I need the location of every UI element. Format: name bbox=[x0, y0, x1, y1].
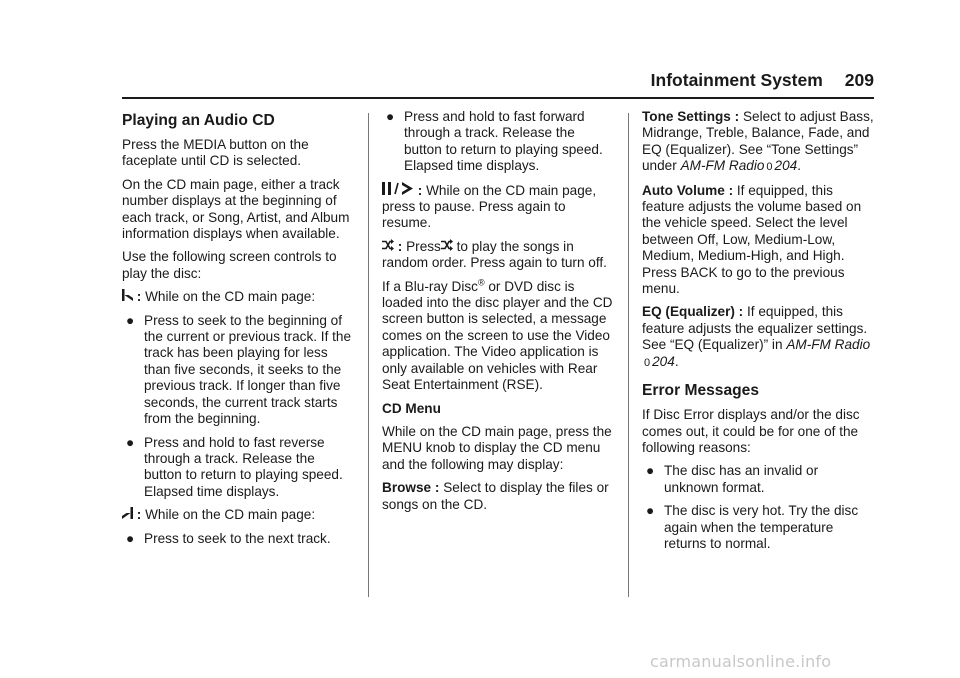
list-item bbox=[642, 463, 876, 496]
list-item bbox=[382, 109, 616, 175]
colon: : bbox=[136, 507, 142, 523]
page-header bbox=[598, 70, 874, 94]
shuffle-icon bbox=[441, 239, 453, 255]
section-heading: Error Messages bbox=[642, 382, 760, 400]
page-number: 209 bbox=[844, 70, 874, 90]
column-2 bbox=[382, 109, 616, 520]
control-text: Press bbox=[406, 238, 441, 254]
list-item-text: Press to seek to the next track. bbox=[144, 530, 331, 546]
entry-label: EQ (Equalizer) : bbox=[642, 304, 744, 320]
previous-track-icon bbox=[122, 289, 133, 305]
list-item-text: Press and hold to fast reverse through a track. Release the button to return to playing speed. Elapsed time displays. bbox=[144, 434, 343, 499]
registered-mark: ® bbox=[477, 277, 485, 288]
page-ref-arrow: 0 bbox=[766, 161, 773, 174]
control-entry-shuffle bbox=[382, 239, 616, 272]
entry-label: Tone Settings : bbox=[642, 109, 740, 124]
list-item-text: The disc is very hot. Try the disc again when the temperature returns to normal. bbox=[664, 503, 859, 551]
period: . bbox=[674, 353, 679, 369]
subheading: CD Menu bbox=[382, 400, 441, 416]
menu-entry-tone bbox=[642, 109, 876, 176]
entry-text: If equipped, this feature adjusts the volume based on the vehicle speed. Select the level between Off, Low, Medium-Low, Medium, Medium-High, and High. Press BACK to go to the previous menu. bbox=[642, 182, 862, 297]
entry-text: Select to display the files or songs on the CD. bbox=[382, 480, 609, 512]
control-text: While on the CD main page, press to pause. Press again to resume. bbox=[382, 182, 597, 231]
entry-text: If equipped, this feature adjusts the equalizer settings. See “EQ (Equalizer)” in bbox=[642, 304, 868, 353]
entry-label: Auto Volume : bbox=[642, 182, 734, 198]
bullet: ● bbox=[126, 434, 135, 450]
paragraph bbox=[382, 279, 616, 394]
entry-text: Select to adjust Bass, Midrange, Treble, Balance, Fade, and EQ (Equalizer). See “Tone Settings” under bbox=[642, 109, 874, 174]
bullet: ● bbox=[646, 503, 655, 519]
colon: : bbox=[397, 238, 403, 254]
paragraph: If Disc Error displays and/or the disc comes out, it could be for one of the following reasons: bbox=[642, 407, 860, 455]
section-heading: Playing an Audio CD bbox=[122, 112, 275, 129]
menu-entry-browse bbox=[382, 480, 616, 513]
control-entry-pause-play bbox=[382, 182, 616, 232]
column-divider bbox=[368, 113, 369, 597]
page-reference: 204 bbox=[774, 158, 798, 174]
column-3 bbox=[642, 109, 876, 559]
text-run: or DVD disc is loaded into the disc player and the CD screen button is selected, a message comes on the screen to use the Video application. The Video application is only available on vehicles with Rear Seat Entertainment (RSE). bbox=[382, 278, 613, 393]
list-item-text: Press and hold to fast forward through a track. Release the button to return to playing speed. Elapsed time displays. bbox=[404, 109, 603, 174]
section-title: Infotainment System bbox=[650, 70, 823, 90]
paragraph: On the CD main page, either a track number displays at the beginning of each track, or Song, Artist, and Album information displays when available. bbox=[122, 176, 350, 242]
column-divider bbox=[628, 113, 629, 597]
paragraph: Press the MEDIA button on the faceplate until CD is selected. bbox=[122, 137, 309, 169]
paragraph: While on the CD main page, press the MENU knob to display the CD menu and the following may display: bbox=[382, 423, 612, 472]
list-item-text: Press to seek to the beginning of the current or previous track. If the track has been playing for less than five seconds, it seeks to the previous track. If longer than five seconds, the current track starts from the beginning. bbox=[144, 312, 352, 427]
control-text: to play the songs in random order. Press again to turn off. bbox=[382, 238, 607, 271]
pause-play-icon bbox=[382, 182, 414, 199]
cross-reference: AM-FM Radio bbox=[680, 158, 765, 174]
period: . bbox=[797, 158, 801, 174]
bullet: ● bbox=[126, 530, 135, 546]
list-item bbox=[122, 435, 356, 501]
watermark: carmanualsonline.info bbox=[650, 652, 832, 671]
control-entry-previous bbox=[122, 289, 356, 305]
list-item bbox=[122, 531, 356, 547]
menu-entry-eq bbox=[642, 304, 876, 371]
column-1 bbox=[122, 111, 356, 554]
page-reference: 204 bbox=[652, 353, 675, 369]
menu-entry-auto-volume bbox=[642, 183, 876, 298]
cross-reference: AM-FM Radio bbox=[786, 337, 871, 353]
control-entry-next bbox=[122, 507, 356, 523]
bullet: ● bbox=[646, 463, 655, 479]
page-ref-arrow: 0 bbox=[644, 356, 651, 369]
control-text: While on the CD main page: bbox=[145, 289, 316, 305]
header-rule bbox=[122, 97, 874, 99]
colon: : bbox=[417, 182, 423, 198]
colon: : bbox=[136, 289, 142, 305]
shuffle-icon bbox=[382, 239, 394, 255]
text-run: If a Blu-ray Disc bbox=[382, 278, 478, 294]
paragraph: Use the following screen controls to play the disc: bbox=[122, 249, 337, 281]
next-track-icon bbox=[122, 507, 133, 523]
list-item bbox=[642, 503, 876, 552]
list-item bbox=[122, 313, 356, 428]
bullet: ● bbox=[126, 312, 135, 328]
bullet: ● bbox=[386, 109, 395, 124]
list-item-text: The disc has an invalid or unknown format. bbox=[664, 463, 819, 495]
control-text: While on the CD main page: bbox=[145, 507, 316, 523]
entry-label: Browse : bbox=[382, 480, 440, 496]
